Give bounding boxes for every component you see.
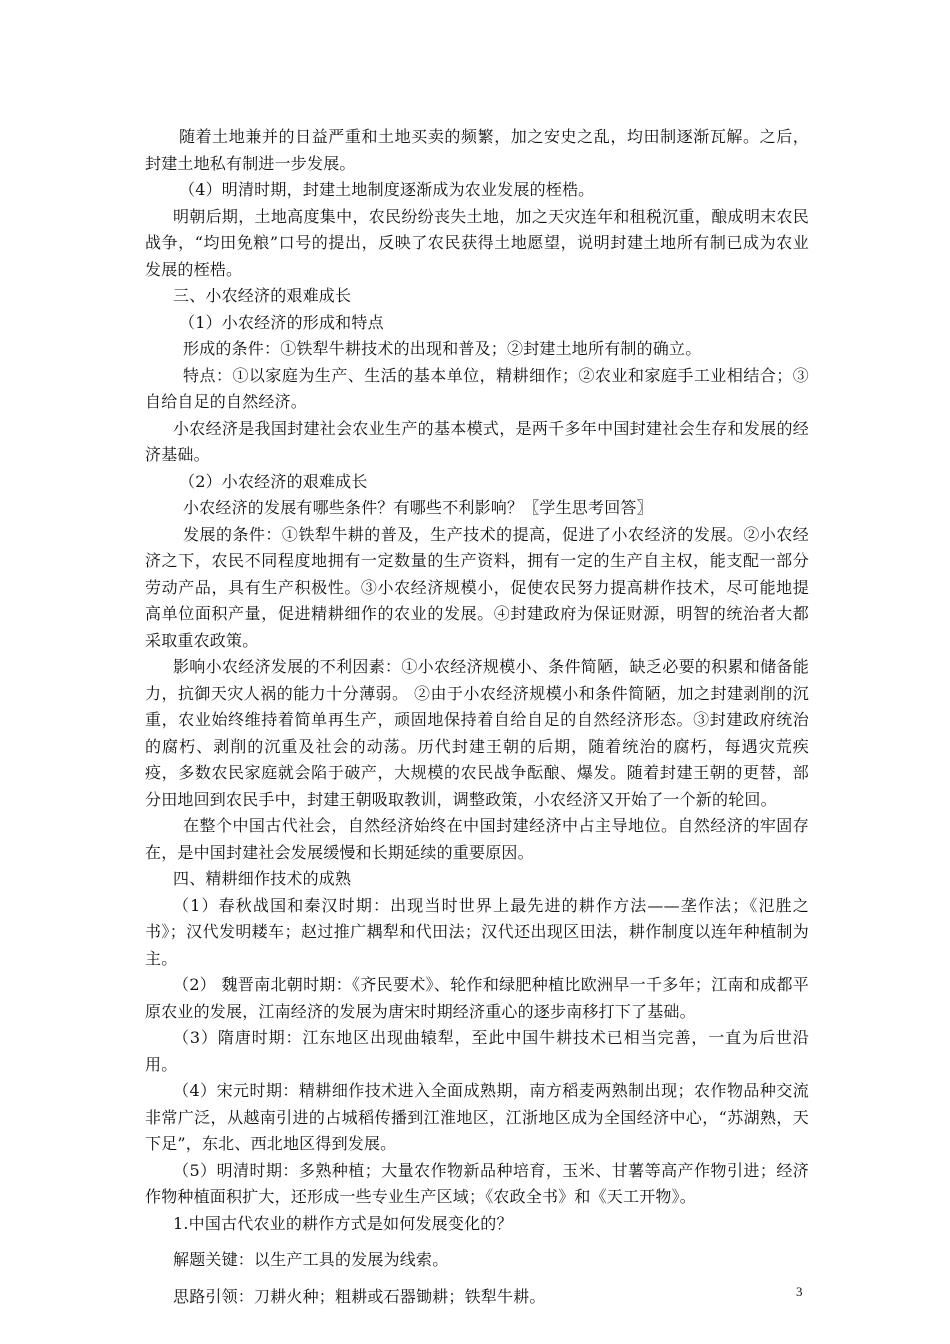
paragraph-unfavorable-factors: 影响小农经济发展的不利因素：①小农经济规模小、条件简陋，缺乏必要的积累和储备能力，抗御天灾人祸的能力十分薄弱。 ②由于小农经济规模小和条件简陋，加之封建剥削的沉重，农业始终维持着简单再生产，顽固地保持着自给自足的自然经济形态。③封建政府统治的腐朽、剥削的沉重及社会的动荡。历代封建王朝的后期，随着统治的腐朽，每遇灾荒疾疫，多数农民家庭就会陷于破产，大规模的农民战争酝酿、爆发。随着封建王朝的更替，部分田地回到农民手中，封建王朝吸取教训，调整政策，小农经济又开始了一个新的轮回。: [145, 657, 809, 809]
section-heading-intensive-farming: 四、精耕细作技术的成熟: [173, 869, 352, 888]
paragraph-features: 特点：①以家庭为生产、生活的基本单位，精耕细作；②农业和家庭手工业相结合；③自给自足的自然经济。: [145, 365, 809, 411]
solution-hint: 思路引领：刀耕火种；粗耕或石器锄耕；铁犁牛耕。: [173, 1286, 546, 1306]
paragraph-qin-han: （1）春秋战国和秦汉时期：出现当时世界上最先进的耕作方法——垄作法；《氾胜之书》；汉代发明耧车；赵过推广耦犁和代田法；汉代还出现区田法，耕作制度以连年种植制为主。: [145, 895, 809, 968]
page-content: [145, 124, 809, 1310]
paragraph-late-ming: 明朝后期，土地高度集中，农民纷纷丧失土地，加之天灾连年和租税沉重，酿成明末农民战争，“均田免粮”口号的提出，反映了农民获得土地愿望，说明封建土地所有制已成为农业发展的桎梏。: [145, 206, 809, 279]
paragraph-song-yuan: （4）宋元时期：精耕细作技术进入全面成熟期，南方稻麦两熟制出现；农作物品种交流非常广泛，从越南引进的占城稻传播到江淮地区，江浙地区成为全国经济中心，“苏湖熟，天下足”，东北、西北地区得到发展。: [145, 1081, 809, 1153]
paragraph-ming-qing-heading: （4）明清时期，封建土地制度逐渐成为农业发展的桎梏。: [179, 180, 595, 199]
paragraph-development-conditions: 发展的条件：①铁犁牛耕的普及，生产技术的提高，促进了小农经济的发展。②小农经济之下，农民不同程度地拥有一定数量的生产资料，拥有一定的生产自主权，能支配一部分劳动产品，具有生产积极性。③小农经济规模小，促使农民努力提高耕作技术，尽可能地提高单位面积产量，促进精耕细作的农业的发展。④封建政府为保证财源，明智的统治者大都采取重农政策。: [145, 524, 809, 650]
paragraph-question: 小农经济的发展有哪些条件？有哪些不利影响？〖学生思考回答〗: [183, 498, 653, 517]
page-number: 3: [796, 1284, 803, 1299]
paragraph-land-annexation: 随着土地兼并的日益严重和土地买卖的频繁，加之安史之乱，均田制逐渐瓦解。之后，封建土地私有制进一步发展。: [145, 127, 809, 173]
section-heading-small-peasant-economy: 三、小农经济的艰难成长: [173, 286, 352, 305]
subheading-difficult-growth: （2）小农经济的艰难成长: [179, 471, 368, 491]
paragraph-ming-qing-farming: （5）明清时期：多熟种植；大量农作物新品种培育，玉米、甘薯等高产作物引进；经济作物种植面积扩大，还形成一些专业生产区域；《农政全书》和《天工开物》。: [145, 1160, 809, 1206]
paragraph-wei-jin: （2） 魏晋南北朝时期：《齐民要术》、轮作和绿肥种植比欧洲早一千多年；江南和成都平原农业的发展，江南经济的发展为唐宋时期经济重心的逐步南移打下了基础。: [145, 975, 809, 1021]
paragraph-basic-model: 小农经济是我国封建社会农业生产的基本模式，是两千多年中国封建社会生存和发展的经济基础。: [145, 418, 809, 464]
paragraph-formation-conditions: 形成的条件：①铁犁牛耕技术的出现和普及；②封建土地所有制的确立。: [183, 339, 702, 358]
solution-key: 解题关键：以生产工具的发展为线索。: [173, 1250, 449, 1269]
paragraph-natural-economy: 在整个中国古代社会，自然经济始终在中国封建经济中占主导地位。自然经济的牢固存在，是中国封建社会发展缓慢和长期延续的重要原因。: [145, 816, 809, 862]
subheading-formation-features: （1）小农经济的形成和特点: [179, 312, 384, 332]
question-farming-methods: 1.中国古代农业的耕作方式是如何发展变化的？: [173, 1213, 513, 1233]
paragraph-sui-tang: （3）隋唐时期：江东地区出现曲辕犁，至此中国牛耕技术已相当完善，一直为后世沿用。: [145, 1028, 809, 1074]
